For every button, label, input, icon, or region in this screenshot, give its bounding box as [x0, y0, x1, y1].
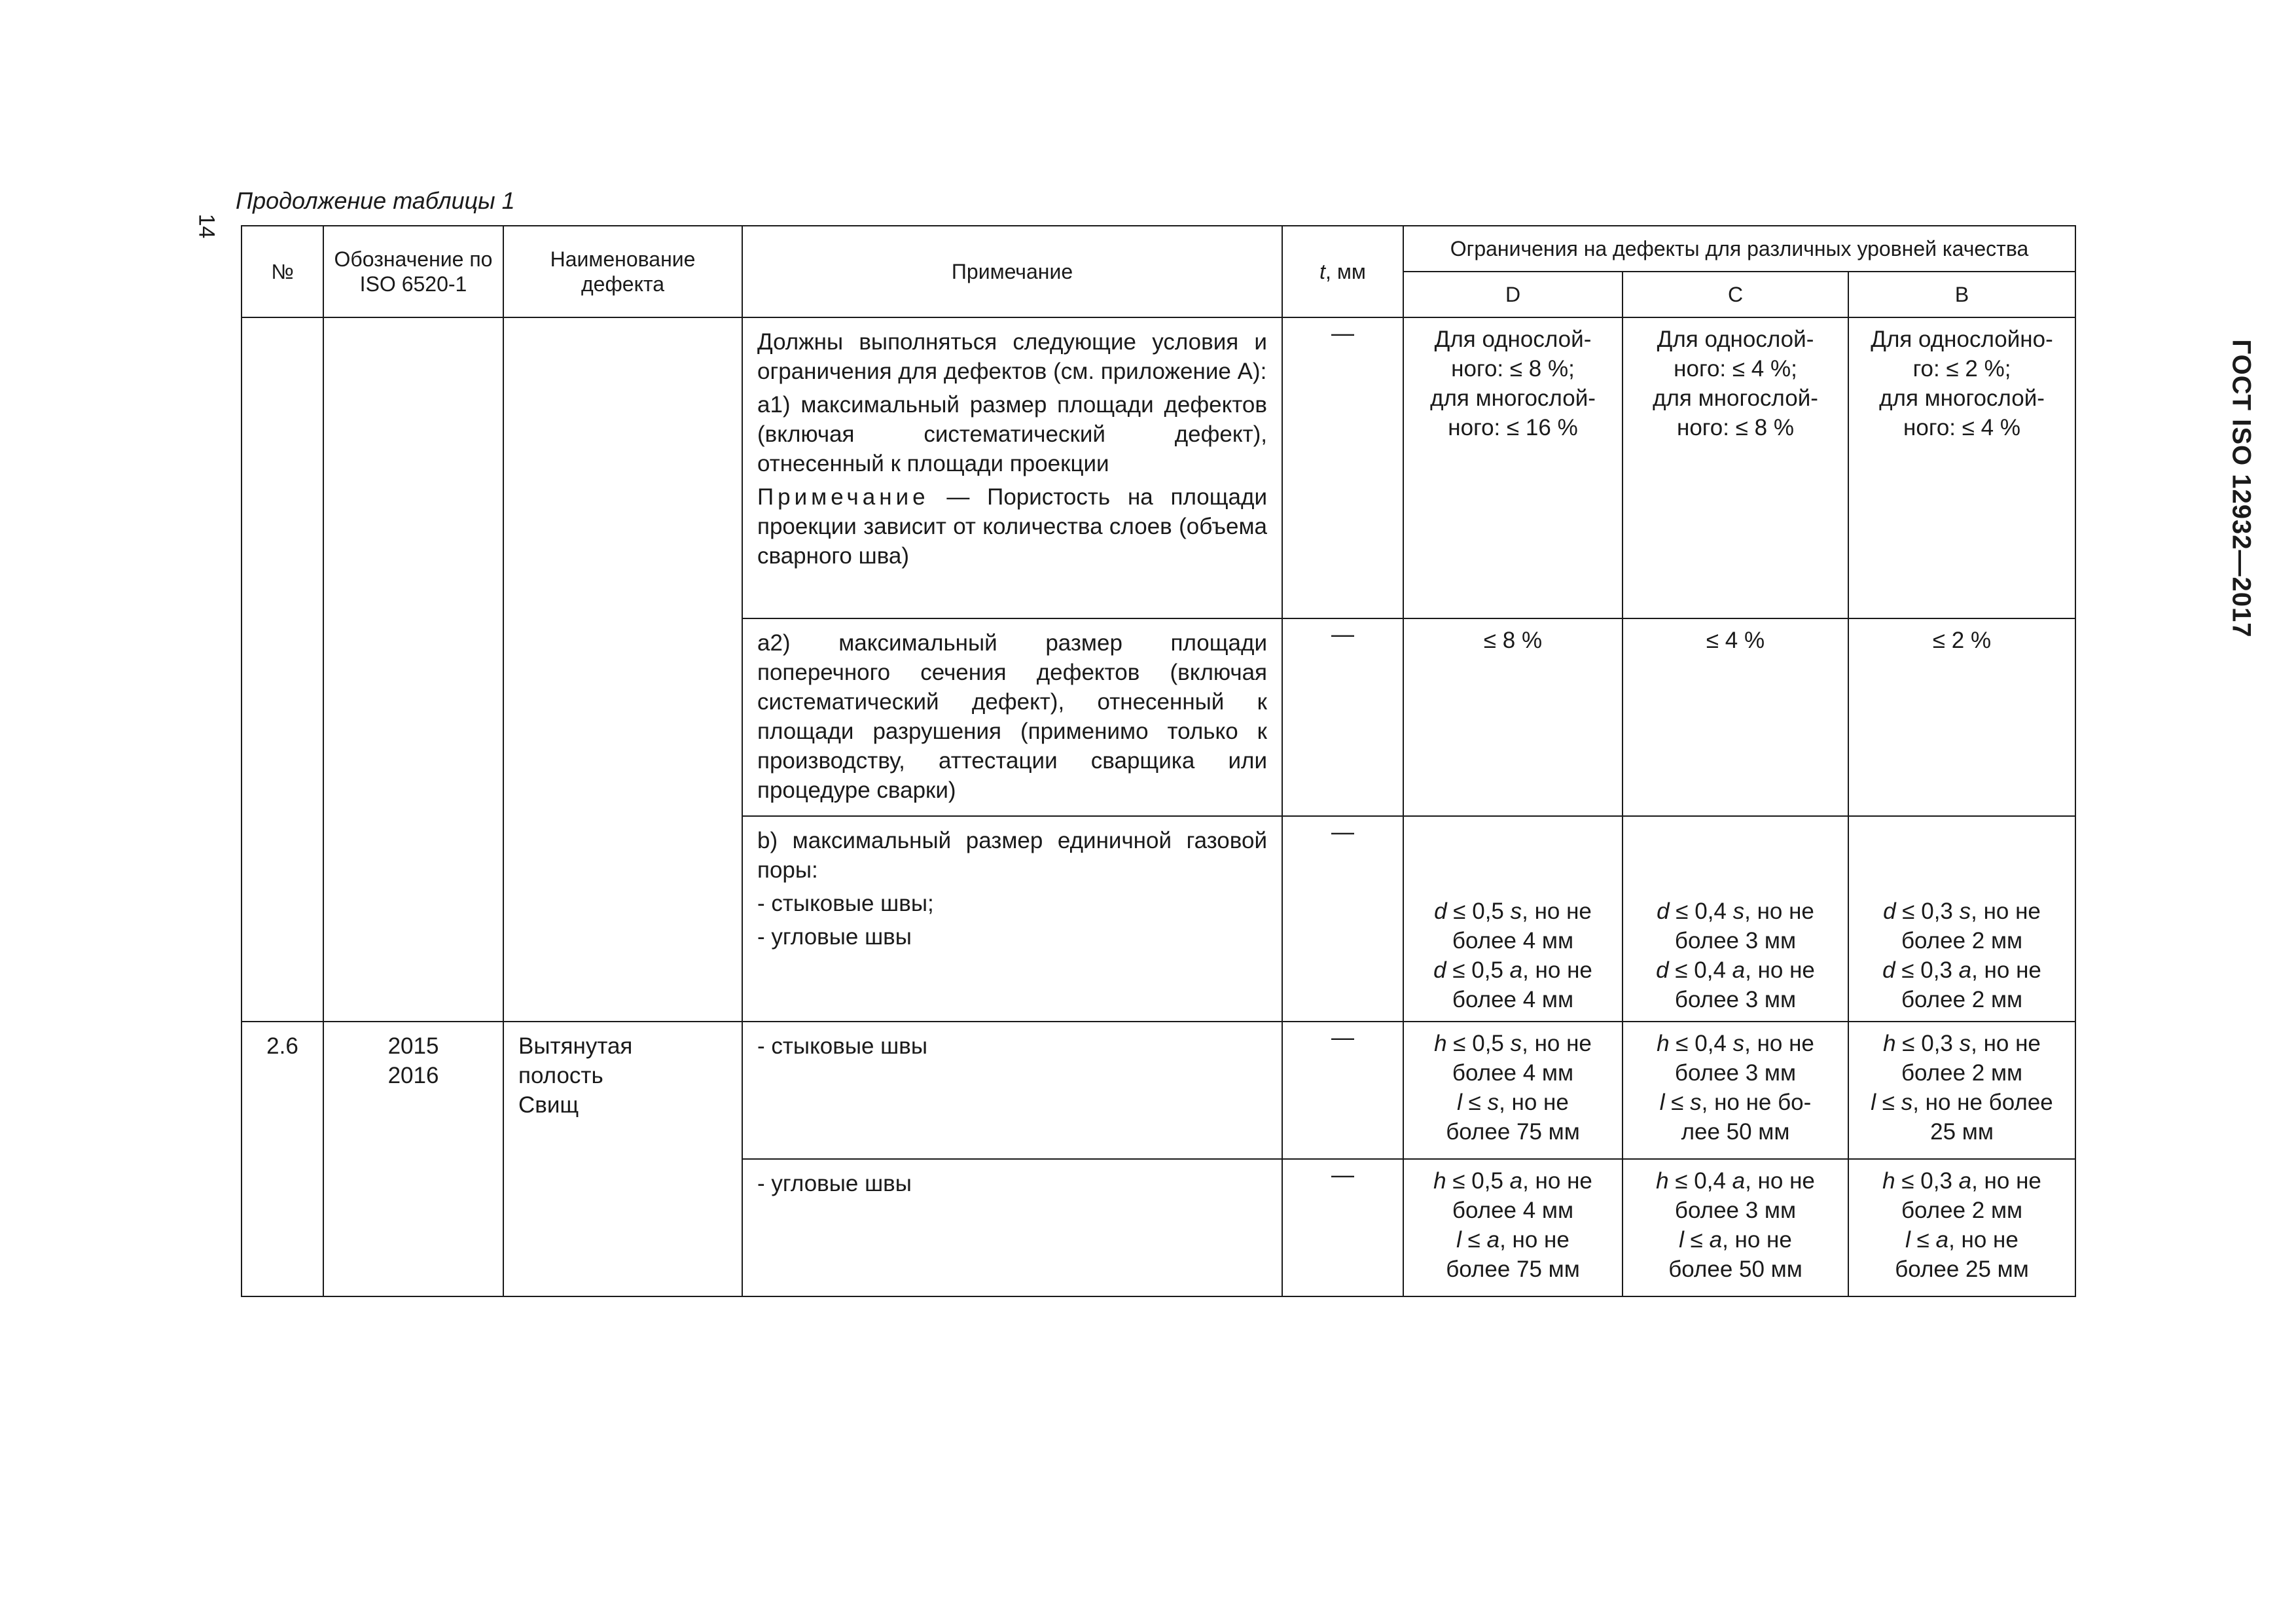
limit-line: для многослой-: [1430, 385, 1596, 411]
cell-defect-name: [503, 1022, 742, 1296]
limit-line: более 4 мм: [1452, 987, 1574, 1012]
cell-limit-b: [1848, 1159, 2075, 1296]
limit-line: более 25 мм: [1895, 1257, 2029, 1282]
limit-line: более 3 мм: [1674, 1198, 1797, 1223]
limit-line: более 50 мм: [1668, 1257, 1803, 1282]
limit-line: d ≤ 0,3 s, но не: [1883, 899, 2041, 924]
limit-line: h ≤ 0,3 s, но не: [1883, 1031, 2041, 1056]
limit-line: ного: ≤ 4 %: [1903, 415, 2020, 440]
limit-line: l ≤ s, но не: [1457, 1090, 1569, 1115]
limit-line: Для однослой-: [1434, 327, 1592, 352]
limit-line: более 4 мм: [1452, 1198, 1574, 1223]
table-row: [242, 1022, 2075, 1159]
cell-limit-c: [1623, 1022, 1848, 1159]
limit-line: h ≤ 0,4 a, но не: [1656, 1168, 1815, 1194]
page-number: 14: [194, 213, 219, 239]
limit-line: Для однослойно-: [1871, 327, 2053, 352]
limit-line: l ≤ a, но не: [1456, 1227, 1570, 1253]
limit-line: ного: ≤ 8 %;: [1451, 356, 1575, 382]
cell-thickness: —: [1282, 1022, 1403, 1159]
limit-line: более 4 мм: [1452, 928, 1574, 954]
header-defect-name: Наименование дефекта: [503, 226, 742, 317]
cell-limit-d: [1403, 317, 1623, 618]
limit-line: более 3 мм: [1674, 987, 1797, 1012]
cell-note: [742, 317, 1282, 618]
note-label: Примечание: [757, 484, 929, 510]
cell-limit-c: [1623, 317, 1848, 618]
header-thickness-symbol: t: [1319, 260, 1326, 283]
cell-number: 2.6: [242, 1022, 323, 1296]
limit-line: более 2 мм: [1901, 928, 2023, 954]
defects-table: [241, 225, 2076, 1297]
limit-line: l ≤ s, но не бо-: [1659, 1090, 1812, 1115]
limit-line: d ≤ 0,5 a, но не: [1433, 957, 1592, 983]
note-paragraph: а2) максимальный размер площади поперечного сечения дефектов (включая систематический дефект), отнесенный к площади разрушения (применимо только к производству, аттестации сварщика или процедуре сварки): [757, 630, 1267, 803]
limit-line: более 2 мм: [1901, 1060, 2023, 1086]
table-caption: Продолжение таблицы 1: [236, 187, 515, 214]
cell-thickness: —: [1282, 317, 1403, 618]
limit-line: l ≤ s, но не более: [1871, 1090, 2053, 1115]
cell-note: [742, 618, 1282, 816]
cell-limit-c: ≤ 4 %: [1623, 618, 1848, 816]
limit-line: более 2 мм: [1901, 987, 2023, 1012]
note-paragraph: [757, 482, 1267, 571]
limit-line: более 75 мм: [1446, 1119, 1580, 1145]
header-number: №: [242, 226, 323, 317]
header-iso-designation: Обозначение по ISO 6520-1: [323, 226, 503, 317]
header-note: Примечание: [742, 226, 1282, 317]
cell-name-empty: [503, 317, 742, 1022]
limit-line: ного: ≤ 16 %: [1448, 415, 1578, 440]
cell-note: - угловые швы: [742, 1159, 1282, 1296]
standard-code: ГОСТ ISO 12932—2017: [2227, 339, 2256, 638]
limit-line: h ≤ 0,4 s, но не: [1657, 1031, 1814, 1056]
cell-limit-b: [1848, 317, 2075, 618]
limit-line: более 3 мм: [1674, 928, 1797, 954]
limit-line: для многослой-: [1653, 385, 1818, 411]
limit-line: ного: ≤ 8 %: [1677, 415, 1794, 440]
header-limits: Ограничения на дефекты для различных уровней качества: [1403, 226, 2075, 272]
limit-line: ного: ≤ 4 %;: [1674, 356, 1797, 382]
cell-iso-empty: [323, 317, 503, 1022]
note-paragraph: Должны выполняться следующие условия и ограничения для дефектов (см. приложение А):: [757, 329, 1267, 384]
note-paragraph: - стыковые швы;: [757, 891, 934, 916]
header-thickness-unit: , мм: [1325, 260, 1366, 283]
limit-line: h ≤ 0,5 a, но не: [1433, 1168, 1592, 1194]
header-level-c: C: [1623, 272, 1848, 317]
header-level-b: B: [1848, 272, 2075, 317]
note-text: — Пористость на площади проекции зависит от количества слоев (объема сварного шва): [757, 484, 1267, 569]
cell-thickness: —: [1282, 618, 1403, 816]
limit-line: для многослой-: [1879, 385, 2045, 411]
limit-line: лее 50 мм: [1681, 1119, 1790, 1145]
limit-line: 25 мм: [1930, 1119, 1994, 1145]
cell-limit-b: [1848, 1022, 2075, 1159]
defect-name-line: Вытянутая: [518, 1033, 633, 1059]
header-level-d: D: [1403, 272, 1623, 317]
cell-iso-designation: [323, 1022, 503, 1296]
limit-line: более 75 мм: [1446, 1257, 1580, 1282]
cell-limit-c: [1623, 816, 1848, 1022]
limit-line: h ≤ 0,5 s, но не: [1434, 1031, 1592, 1056]
cell-limit-b: ≤ 2 %: [1848, 618, 2075, 816]
cell-thickness: —: [1282, 1159, 1403, 1296]
limit-line: более 2 мм: [1901, 1198, 2023, 1223]
limit-line: l ≤ a, но не: [1679, 1227, 1792, 1253]
note-paragraph: а1) максимальный размер площади дефектов (включая систематический дефект), отнесенный к площади проекции: [757, 392, 1267, 476]
cell-limit-c: [1623, 1159, 1848, 1296]
table-row: [242, 317, 2075, 618]
cell-limit-d: [1403, 1022, 1623, 1159]
cell-thickness: —: [1282, 816, 1403, 1022]
cell-limit-b: [1848, 816, 2075, 1022]
limit-line: более 4 мм: [1452, 1060, 1574, 1086]
cell-note: [742, 816, 1282, 1022]
cell-limit-d: [1403, 816, 1623, 1022]
cell-limit-d: [1403, 1159, 1623, 1296]
cell-note: - стыковые швы: [742, 1022, 1282, 1159]
cell-number-empty: [242, 317, 323, 1022]
limit-line: l ≤ a, но не: [1905, 1227, 2018, 1253]
defect-name-line: полость: [518, 1063, 603, 1088]
limit-line: d ≤ 0,4 s, но не: [1657, 899, 1814, 924]
limit-line: d ≤ 0,3 a, но не: [1882, 957, 2041, 983]
defect-name-line: Свищ: [518, 1092, 579, 1118]
iso-code: 2016: [387, 1063, 439, 1088]
header-thickness: [1282, 226, 1403, 317]
iso-code: 2015: [387, 1033, 439, 1059]
note-paragraph: - угловые швы: [757, 924, 912, 950]
limit-line: более 3 мм: [1674, 1060, 1797, 1086]
limit-line: d ≤ 0,4 a, но не: [1656, 957, 1815, 983]
limit-line: d ≤ 0,5 s, но не: [1434, 899, 1592, 924]
limit-line: го: ≤ 2 %;: [1912, 356, 2011, 382]
cell-limit-d: ≤ 8 %: [1403, 618, 1623, 816]
limit-line: Для однослой-: [1657, 327, 1814, 352]
limit-line: h ≤ 0,3 a, но не: [1882, 1168, 2041, 1194]
note-paragraph: b) максимальный размер единичной газовой поры:: [757, 828, 1267, 883]
